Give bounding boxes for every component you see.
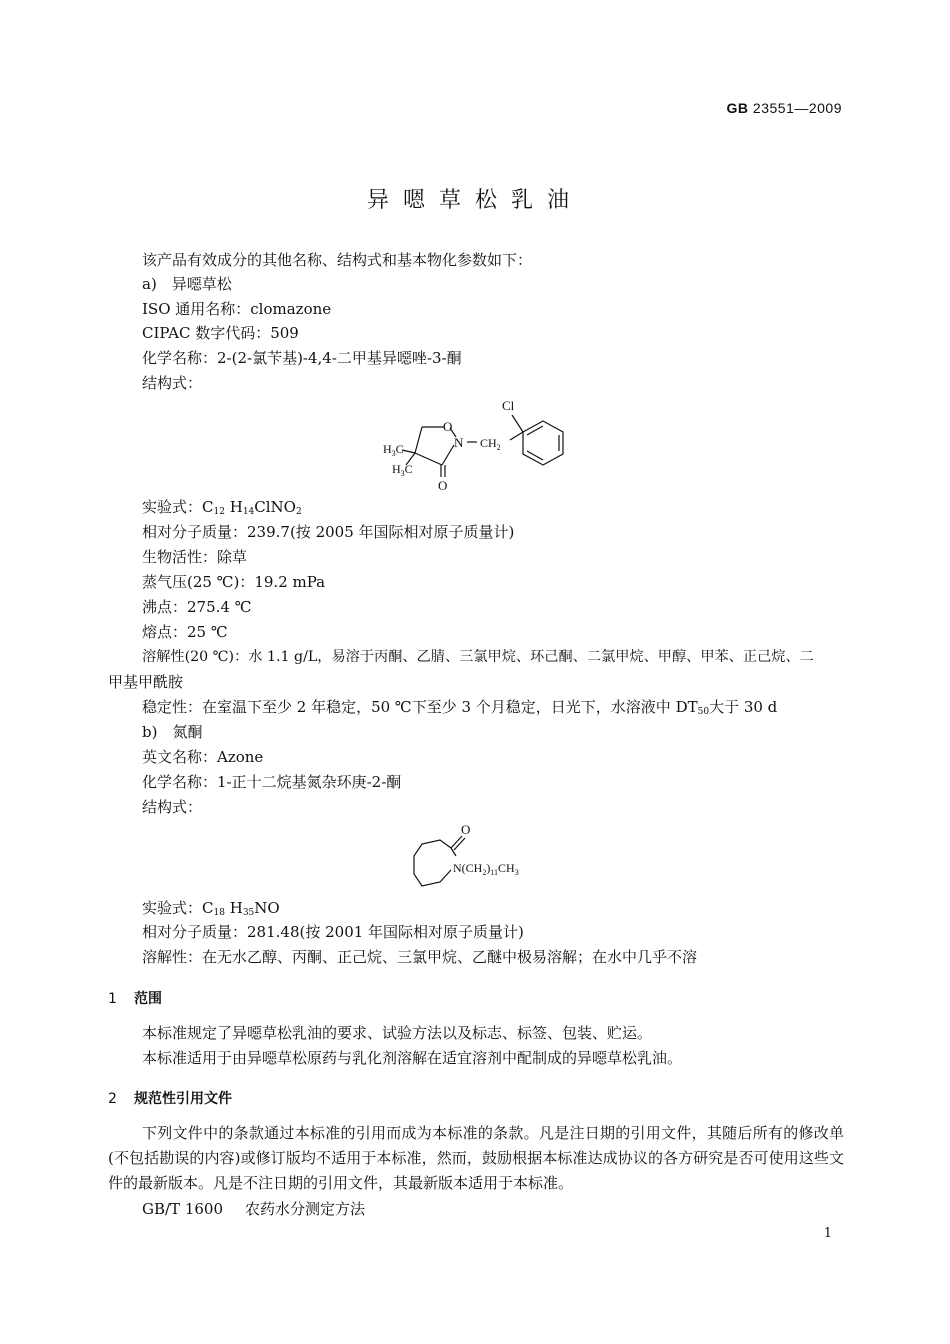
compound-a-cipac: CIPAC 数字代码：509 xyxy=(142,324,299,342)
compound-a-label: a) 异噁草松 xyxy=(142,275,232,293)
compound-a-melting-point: 熔点：25 ℃ xyxy=(142,623,228,641)
page-title: 异嗯草松乳油 xyxy=(366,188,583,213)
section-2-paragraph: 下列文件中的条款通过本标准的引用而成为本标准的条款。凡是注日期的引用文件，其随后所有的修改单(不包括勘误的内容)或修订版均不适用于本标准，然而，鼓励根据本标准达成协议的各方研究是否可使用这些文件的最新版本。凡是不注日期的引用文件，其最新版本适用于本标准。 xyxy=(108,1124,844,1192)
compound-a-stability: 稳定性：在室温下至少 2 年稳定，50 ℃下至少 3 个月稳定，日光下，水溶液中 $DT_{50}$大于 30 d xyxy=(142,698,778,717)
compound-a-structure-label: 结构式： xyxy=(142,374,203,392)
compound-a-formula: 实验式：$C_{12}$ $H_{14}ClNO_2$ xyxy=(142,498,302,517)
section-2-heading: 2 规范性引用文件 xyxy=(108,1091,232,1107)
compound-b-molecular-mass: 相对分子质量：281.48(按 2001 年国际相对原子质量计) xyxy=(142,923,524,941)
compound-b-solubility: 溶解性：在无水乙醇、丙酮、正己烷、三氯甲烷、乙醚中极易溶解；在水中几乎不溶 xyxy=(142,948,698,966)
compound-a-solubility: 溶解性(20 ℃)：水 1.1 g/L，易溶于丙酮、乙腈、三氯甲烷、环己酮、二氯甲烷、甲醇、甲苯、正己烷、二 xyxy=(142,649,814,665)
structure-ring-oxygen: O xyxy=(443,419,453,434)
standard-code: 23551—2009 xyxy=(752,100,842,116)
intro-text: 该产品有效成分的其他名称、结构式和基本物化参数如下： xyxy=(142,251,533,269)
compound-b-formula: 实验式：$C_{18}$ $H_{35}NO$ xyxy=(142,899,280,918)
compound-a-boiling-point: 沸点：275.4 ℃ xyxy=(142,598,252,616)
section-1-paragraph-1: 本标准规定了异噁草松乳油的要求、试验方法以及标志、标签、包装、贮运。 xyxy=(142,1024,653,1042)
standard-prefix: GB xyxy=(726,100,749,116)
standard-number xyxy=(727,100,842,116)
compound-b-structure-label: 结构式： xyxy=(142,798,203,816)
compound-a-solubility-cont: 甲基甲酰胺 xyxy=(108,673,184,691)
compound-a-molecular-mass: 相对分子质量：239.7(按 2005 年国际相对原子质量计) xyxy=(142,523,515,541)
structure-methyl-2: $H_3C$ xyxy=(392,462,413,478)
compound-b-english-name: 英文名称：Azone xyxy=(142,748,264,766)
compound-b-chemical-name: 化学名称：1-正十二烷基氮杂环庚-2-酮 xyxy=(142,773,402,791)
section-1-heading: 1 范围 xyxy=(108,991,162,1007)
azone-structure xyxy=(405,818,565,898)
compound-a-chemical-name: 化学名称：2-(2-氯苄基)-4,4-二甲基异噁唑-3-酮 xyxy=(142,349,462,367)
structure-ch2-label: $CH_2$ xyxy=(480,436,501,452)
clomazone-structure xyxy=(370,395,580,495)
azone-side-chain: $N(CH_2)_{11}CH_3$ xyxy=(453,861,519,877)
structure-carbonyl-oxygen: O xyxy=(438,478,448,493)
page-number: 1 xyxy=(823,1226,832,1241)
azone-oxygen: O xyxy=(461,822,471,837)
reference-code: GB/T 1600 xyxy=(142,1200,224,1218)
section-1-paragraph-2: 本标准适用于由异噁草松原药与乳化剂溶解在适宜溶剂中配制成的异噁草松乳油。 xyxy=(142,1049,683,1067)
compound-a-bioactivity: 生物活性：除草 xyxy=(142,548,248,566)
structure-nitrogen: N xyxy=(454,435,464,450)
reference-entry xyxy=(142,1199,365,1219)
compound-b-label: b) 氮酮 xyxy=(142,723,203,741)
compound-a-vapor-pressure: 蒸气压(25 ℃)：19.2 mPa xyxy=(142,573,326,591)
structure-methyl-1: $H_3C$ xyxy=(383,442,404,458)
structure-cl-label: Cl xyxy=(502,398,515,413)
compound-a-iso-name: ISO 通用名称：clomazone xyxy=(142,300,332,318)
reference-title: 农药水分测定方法 xyxy=(245,1200,366,1218)
